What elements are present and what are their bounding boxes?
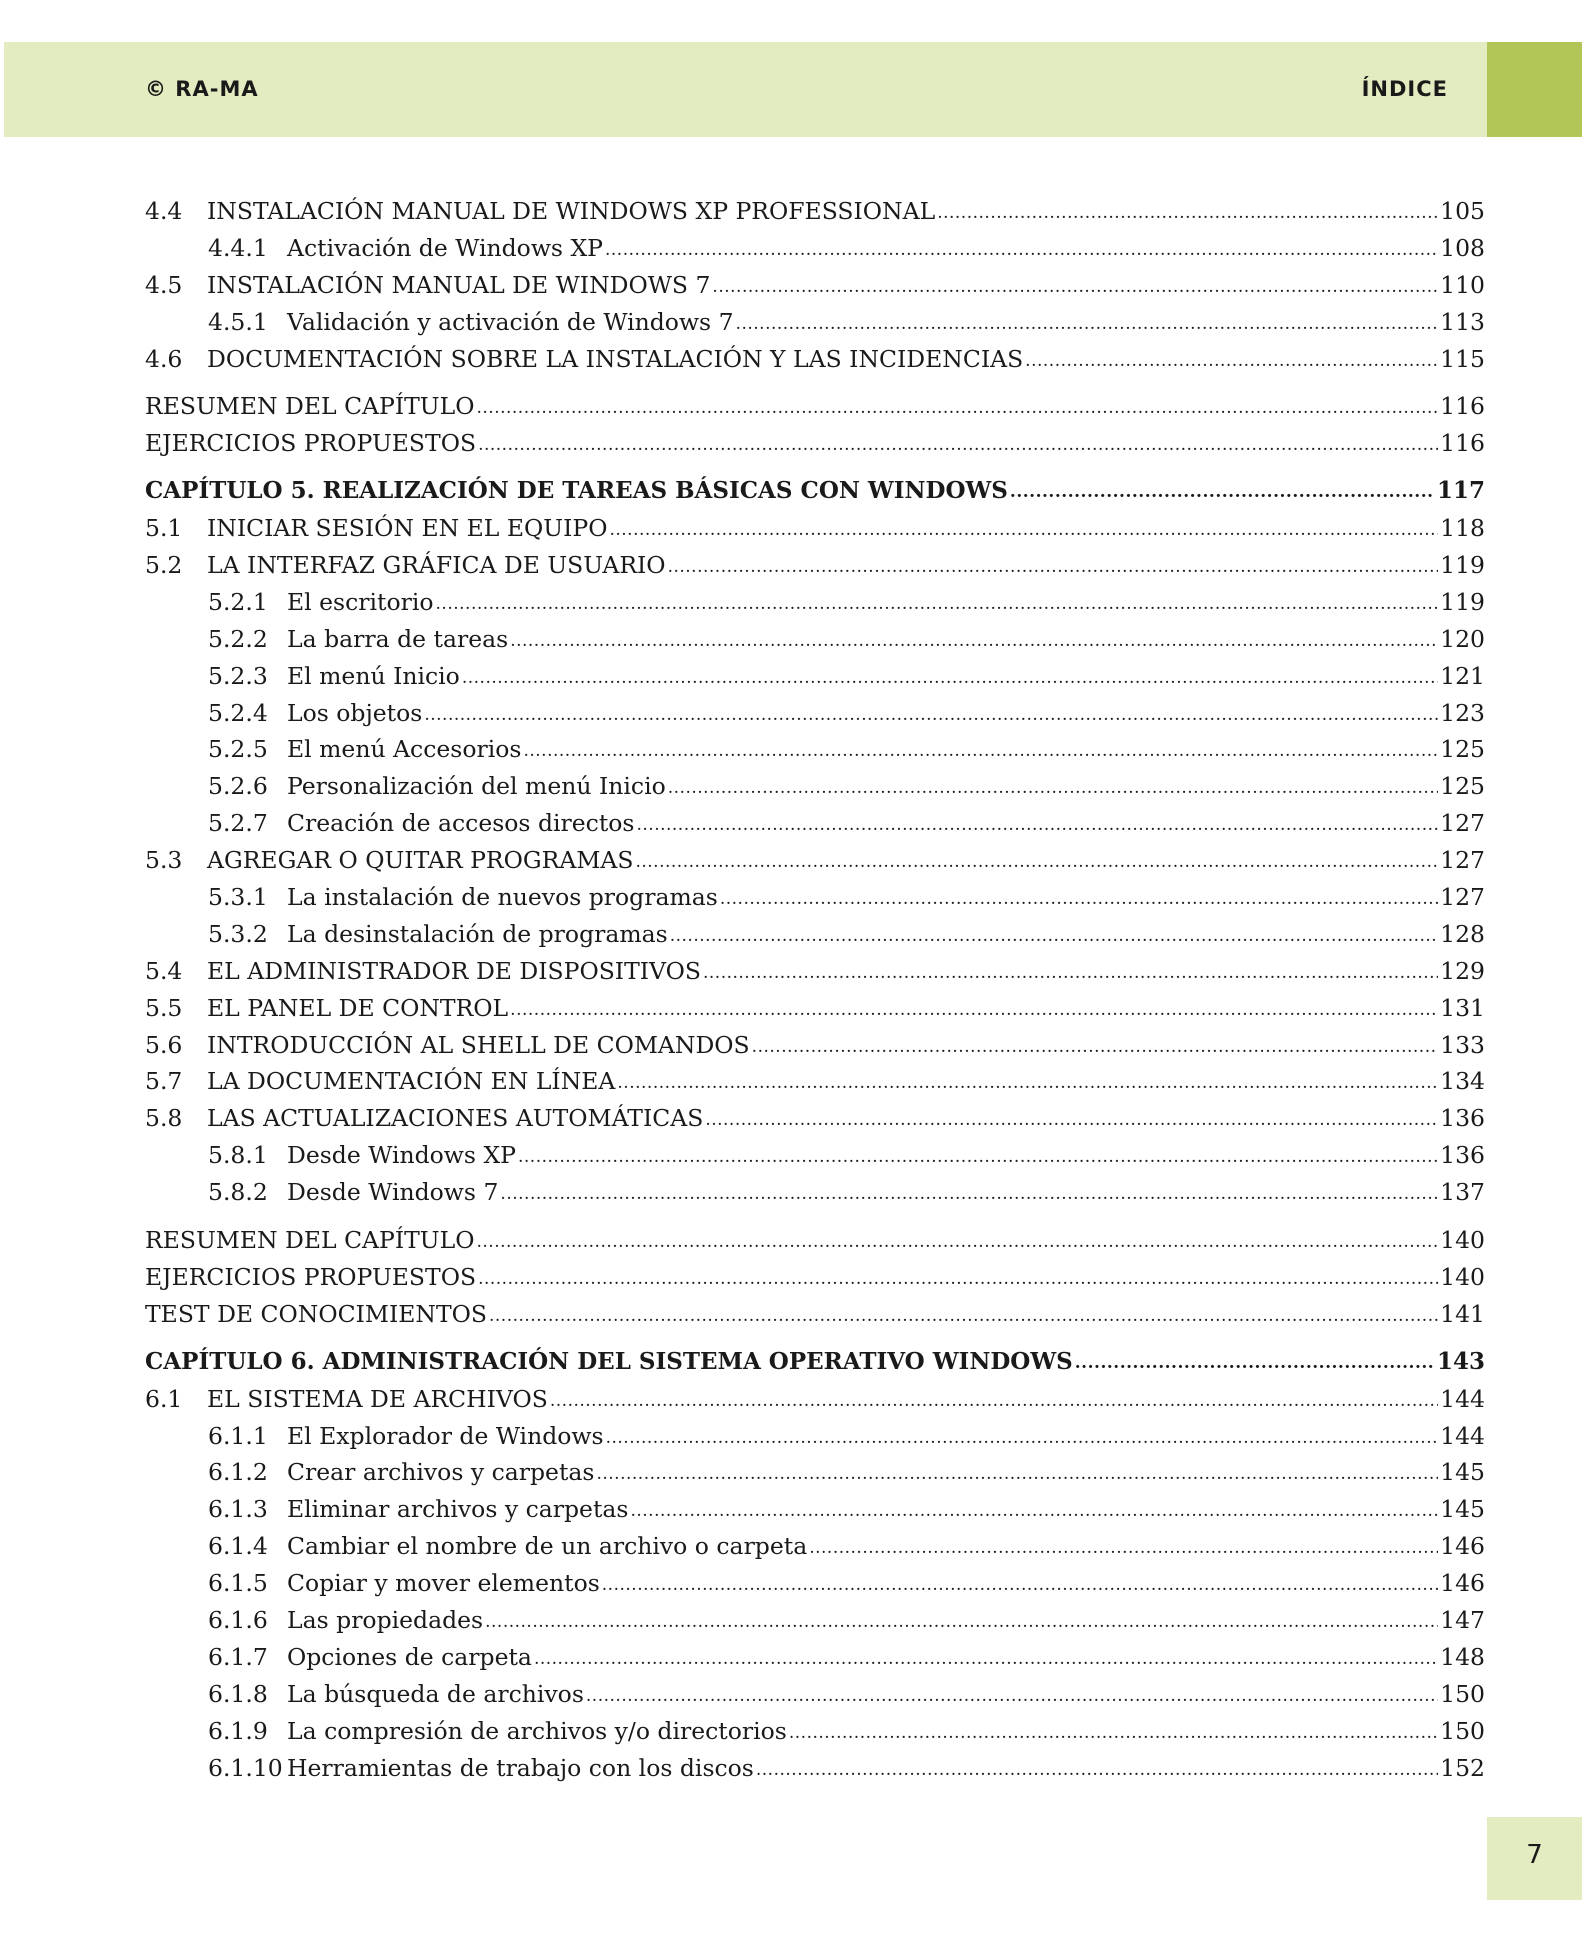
dot-leader xyxy=(523,730,1438,770)
toc-entry-number: 5.8 xyxy=(145,1104,183,1133)
toc-entry-page: 131 xyxy=(1440,993,1485,1022)
toc-entry xyxy=(145,1528,1485,1565)
toc-entry-page: 120 xyxy=(1440,624,1485,653)
toc-entry-title: DOCUMENTACIÓN SOBRE LA INSTALACIÓN Y LAS INCIDENCIAS xyxy=(207,344,1024,373)
toc-entry-number: 4.4.1 xyxy=(208,233,268,262)
toc-entry-title: AGREGAR O QUITAR PROGRAMAS xyxy=(207,846,634,875)
toc-entry-title: El escritorio xyxy=(287,587,434,616)
toc-entry-page: 144 xyxy=(1440,1421,1485,1450)
dot-leader xyxy=(500,1173,1438,1213)
toc-entry-page: 144 xyxy=(1440,1384,1485,1413)
dot-leader xyxy=(478,1258,1438,1298)
toc-entry xyxy=(145,341,1485,378)
dot-leader xyxy=(489,1295,1438,1335)
toc-entry-number: 5.5 xyxy=(145,993,183,1022)
toc-entry xyxy=(145,1100,1485,1137)
toc-chapter-entry xyxy=(145,1344,1485,1381)
toc-entry-title: El menú Inicio xyxy=(287,661,460,690)
toc-entry-page: 108 xyxy=(1440,233,1485,262)
toc-entry-number: 4.6 xyxy=(145,344,183,373)
toc-entry-title: La instalación de nuevos programas xyxy=(287,883,718,912)
toc-entry xyxy=(145,1454,1485,1491)
toc-entry-page: 150 xyxy=(1440,1679,1485,1708)
toc-entry-number: 5.8.1 xyxy=(208,1141,268,1170)
dot-leader xyxy=(518,1136,1438,1176)
toc-entry-title: EL PANEL DE CONTROL xyxy=(207,993,509,1022)
dot-leader xyxy=(478,424,1438,464)
toc-entry-page: 118 xyxy=(1440,514,1485,543)
toc-entry-title: La desinstalación de programas xyxy=(287,919,668,948)
dot-leader xyxy=(424,694,1438,734)
table-of-contents xyxy=(145,193,1485,1786)
toc-entry-number: 6.1.4 xyxy=(208,1532,268,1561)
toc-entry-number: 6.1.6 xyxy=(208,1605,268,1634)
toc-entry-page: 147 xyxy=(1440,1605,1485,1634)
toc-entry xyxy=(145,1222,1485,1259)
toc-entry-number: 6.1.1 xyxy=(208,1421,268,1450)
toc-entry xyxy=(145,1639,1485,1676)
toc-entry xyxy=(145,1027,1485,1064)
dot-leader xyxy=(937,192,1438,232)
toc-entry-title: Crear archivos y carpetas xyxy=(287,1458,595,1487)
toc-entry-title: INICIAR SESIÓN EN EL EQUIPO xyxy=(207,514,608,543)
header-publisher: © RA-MA xyxy=(145,77,259,101)
toc-entry-title: La búsqueda de archivos xyxy=(287,1679,584,1708)
toc-entry-number: 6.1.3 xyxy=(208,1495,268,1524)
dot-leader xyxy=(752,1026,1438,1066)
toc-entry-page: 129 xyxy=(1440,956,1485,985)
dot-leader xyxy=(586,1675,1438,1715)
dot-leader xyxy=(534,1638,1438,1678)
toc-entry-number: 4.5.1 xyxy=(208,307,268,336)
dot-leader xyxy=(596,1453,1438,1493)
toc-entry-page: 116 xyxy=(1440,392,1485,421)
dot-leader xyxy=(602,1564,1438,1604)
toc-entry-page: 146 xyxy=(1440,1532,1485,1561)
toc-entry xyxy=(145,1174,1485,1211)
toc-entry-title: El Explorador de Windows xyxy=(287,1421,604,1450)
toc-entry xyxy=(145,731,1485,768)
toc-entry-page: 125 xyxy=(1440,735,1485,764)
toc-entry-title: Opciones de carpeta xyxy=(287,1642,532,1671)
toc-entry-page: 115 xyxy=(1440,344,1485,373)
toc-entry-title: EJERCICIOS PROPUESTOS xyxy=(145,429,477,458)
toc-entry-page: 150 xyxy=(1440,1716,1485,1745)
toc-entry-number: 6.1.10 xyxy=(208,1753,283,1782)
dot-leader xyxy=(550,1380,1438,1420)
toc-entry-page: 113 xyxy=(1440,307,1485,336)
toc-entry-number: 5.2.5 xyxy=(208,735,268,764)
toc-entry-number: 6.1.7 xyxy=(208,1642,268,1671)
toc-entry xyxy=(145,388,1485,425)
toc-entry-title: La barra de tareas xyxy=(287,624,509,653)
dot-leader xyxy=(476,1221,1438,1261)
toc-entry-number: 6.1.2 xyxy=(208,1458,268,1487)
dot-leader xyxy=(462,657,1438,697)
toc-entry xyxy=(145,1137,1485,1174)
toc-entry xyxy=(145,193,1485,230)
toc-entry xyxy=(145,584,1485,621)
dot-leader xyxy=(476,387,1438,427)
toc-entry xyxy=(145,304,1485,341)
toc-entry xyxy=(145,953,1485,990)
toc-entry-title: Eliminar archivos y carpetas xyxy=(287,1495,629,1524)
header-accent-block xyxy=(1487,42,1582,137)
toc-entry-title: LA DOCUMENTACIÓN EN LÍNEA xyxy=(207,1067,616,1096)
toc-entry-number: 5.2.4 xyxy=(208,698,268,727)
toc-entry-number: 5.1 xyxy=(145,514,183,543)
dot-leader xyxy=(485,1601,1438,1641)
toc-entry-page: 128 xyxy=(1440,919,1485,948)
toc-entry xyxy=(145,510,1485,547)
toc-entry-title: EL SISTEMA DE ARCHIVOS xyxy=(207,1384,548,1413)
dot-leader xyxy=(670,915,1438,955)
dot-leader xyxy=(1010,472,1435,511)
dot-leader xyxy=(617,1062,1438,1102)
toc-entry xyxy=(145,1565,1485,1602)
toc-entry-number: 5.2 xyxy=(145,551,183,580)
toc-entry xyxy=(145,768,1485,805)
toc-entry xyxy=(145,1296,1485,1333)
toc-entry xyxy=(145,1381,1485,1418)
dot-leader xyxy=(809,1527,1438,1567)
toc-entry xyxy=(145,621,1485,658)
dot-leader xyxy=(668,767,1438,807)
toc-entry-page: 105 xyxy=(1440,197,1485,225)
toc-entry-title: LAS ACTUALIZACIONES AUTOMÁTICAS xyxy=(207,1104,704,1133)
toc-entry-page: 110 xyxy=(1440,270,1485,299)
page-number: 7 xyxy=(1526,1840,1543,1870)
toc-entry xyxy=(145,547,1485,584)
toc-entry xyxy=(145,805,1485,842)
dot-leader xyxy=(510,989,1438,1029)
toc-entry xyxy=(145,1259,1485,1296)
header-section-title: ÍNDICE xyxy=(1361,77,1448,101)
dot-leader xyxy=(636,804,1438,844)
toc-entry-number: 5.8.2 xyxy=(208,1178,268,1207)
dot-leader xyxy=(789,1712,1438,1752)
toc-entry xyxy=(145,425,1485,462)
dot-leader xyxy=(712,266,1438,306)
toc-entry-page: 127 xyxy=(1440,846,1485,875)
toc-entry-title: Copiar y mover elementos xyxy=(287,1569,600,1598)
toc-entry-number: 5.2.3 xyxy=(208,661,268,690)
toc-entry-page: 117 xyxy=(1436,477,1485,505)
toc-entry xyxy=(145,1063,1485,1100)
toc-entry xyxy=(145,658,1485,695)
toc-entry-page: 143 xyxy=(1436,1347,1485,1375)
toc-entry xyxy=(145,695,1485,732)
toc-entry-number: 4.5 xyxy=(145,270,183,299)
toc-chapter-entry xyxy=(145,473,1485,510)
toc-entry-number: 5.4 xyxy=(145,956,183,985)
toc-entry-title: EJERCICIOS PROPUESTOS xyxy=(145,1262,477,1291)
toc-entry-number: 6.1 xyxy=(145,1384,183,1413)
dot-leader xyxy=(630,1490,1438,1530)
toc-entry-number: 4.4 xyxy=(145,197,183,225)
toc-entry-page: 121 xyxy=(1440,661,1485,690)
toc-entry-title: EL ADMINISTRADOR DE DISPOSITIVOS xyxy=(207,956,701,985)
toc-entry-number: 5.2.6 xyxy=(208,772,268,801)
toc-entry-title: Desde Windows XP xyxy=(287,1141,516,1170)
toc-entry-page: 133 xyxy=(1440,1030,1485,1059)
toc-entry-number: 6.1.5 xyxy=(208,1569,268,1598)
toc-entry-title: INSTALACIÓN MANUAL DE WINDOWS 7 xyxy=(207,270,711,299)
toc-entry-title: CAPÍTULO 5. REALIZACIÓN DE TAREAS BÁSICAS CON WINDOWS xyxy=(145,477,1008,505)
toc-entry-title: Cambiar el nombre de un archivo o carpeta xyxy=(287,1532,808,1561)
dot-leader xyxy=(436,583,1439,623)
toc-entry-number: 5.2.1 xyxy=(208,587,268,616)
toc-entry-page: 125 xyxy=(1440,772,1485,801)
toc-entry-page: 148 xyxy=(1440,1642,1485,1671)
toc-entry-title: LA INTERFAZ GRÁFICA DE USUARIO xyxy=(207,551,666,580)
toc-entry-title: Activación de Windows XP xyxy=(287,233,603,262)
dot-leader xyxy=(720,878,1438,918)
toc-entry xyxy=(145,1750,1485,1787)
toc-entry-page: 127 xyxy=(1440,883,1485,912)
toc-entry-title: Personalización del menú Inicio xyxy=(287,772,666,801)
dot-leader xyxy=(1025,340,1438,380)
toc-entry-title: INSTALACIÓN MANUAL DE WINDOWS XP PROFESSIONAL xyxy=(207,197,936,225)
toc-entry-number: 5.3 xyxy=(145,846,183,875)
toc-entry xyxy=(145,267,1485,304)
dot-leader xyxy=(756,1749,1438,1789)
toc-entry-page: 119 xyxy=(1440,551,1485,580)
toc-entry xyxy=(145,1602,1485,1639)
toc-entry-title: Las propiedades xyxy=(287,1605,484,1634)
toc-entry xyxy=(145,879,1485,916)
toc-entry-number: 6.1.8 xyxy=(208,1679,268,1708)
toc-entry xyxy=(145,230,1485,267)
toc-entry-number: 6.1.9 xyxy=(208,1716,268,1745)
toc-entry-page: 136 xyxy=(1440,1141,1485,1170)
toc-entry-title: Los objetos xyxy=(287,698,423,727)
toc-entry xyxy=(145,1713,1485,1750)
toc-entry-title: Validación y activación de Windows 7 xyxy=(287,307,734,336)
toc-entry-page: 136 xyxy=(1440,1104,1485,1133)
toc-entry-title: Desde Windows 7 xyxy=(287,1178,499,1207)
toc-entry-page: 141 xyxy=(1440,1299,1485,1328)
toc-entry xyxy=(145,842,1485,879)
toc-entry-page: 152 xyxy=(1440,1753,1485,1782)
toc-entry-page: 127 xyxy=(1440,809,1485,838)
dot-leader xyxy=(510,620,1438,660)
toc-entry-page: 145 xyxy=(1440,1458,1485,1487)
toc-entry xyxy=(145,916,1485,953)
toc-entry-title: TEST DE CONOCIMIENTOS xyxy=(145,1299,487,1328)
toc-entry-number: 5.2.7 xyxy=(208,809,268,838)
toc-entry-page: 137 xyxy=(1440,1178,1485,1207)
toc-entry-number: 5.3.1 xyxy=(208,883,268,912)
toc-entry-page: 146 xyxy=(1440,1569,1485,1598)
toc-entry-title: RESUMEN DEL CAPÍTULO xyxy=(145,392,475,421)
toc-entry-number: 5.7 xyxy=(145,1067,183,1096)
toc-entry-title: El menú Accesorios xyxy=(287,735,522,764)
toc-entry xyxy=(145,1676,1485,1713)
toc-entry-title: INTRODUCCIÓN AL SHELL DE COMANDOS xyxy=(207,1030,750,1059)
toc-entry-page: 119 xyxy=(1440,587,1485,616)
toc-entry xyxy=(145,1491,1485,1528)
dot-leader xyxy=(606,1417,1439,1457)
dot-leader xyxy=(605,229,1438,269)
toc-entry-title: Herramientas de trabajo con los discos xyxy=(287,1753,754,1782)
dot-leader xyxy=(736,303,1439,343)
dot-leader xyxy=(635,841,1438,881)
dot-leader xyxy=(705,1099,1438,1139)
toc-entry xyxy=(145,1418,1485,1455)
dot-leader xyxy=(1075,1343,1435,1382)
toc-entry-page: 123 xyxy=(1440,698,1485,727)
dot-leader xyxy=(668,546,1439,586)
toc-entry-title: RESUMEN DEL CAPÍTULO xyxy=(145,1226,475,1255)
toc-entry-page: 140 xyxy=(1440,1226,1485,1255)
toc-entry-number: 5.6 xyxy=(145,1030,183,1059)
dot-leader xyxy=(609,509,1438,549)
toc-entry-page: 145 xyxy=(1440,1495,1485,1524)
toc-entry xyxy=(145,990,1485,1027)
toc-entry-page: 134 xyxy=(1440,1067,1485,1096)
toc-entry-title: CAPÍTULO 6. ADMINISTRACIÓN DEL SISTEMA OPERATIVO WINDOWS xyxy=(145,1347,1073,1375)
toc-entry-title: La compresión de archivos y/o directorios xyxy=(287,1716,787,1745)
toc-entry-page: 140 xyxy=(1440,1262,1485,1291)
dot-leader xyxy=(703,952,1438,992)
toc-entry-title: Creación de accesos directos xyxy=(287,809,635,838)
toc-entry-page: 116 xyxy=(1440,429,1485,458)
toc-entry-number: 5.3.2 xyxy=(208,919,268,948)
toc-entry-number: 5.2.2 xyxy=(208,624,268,653)
